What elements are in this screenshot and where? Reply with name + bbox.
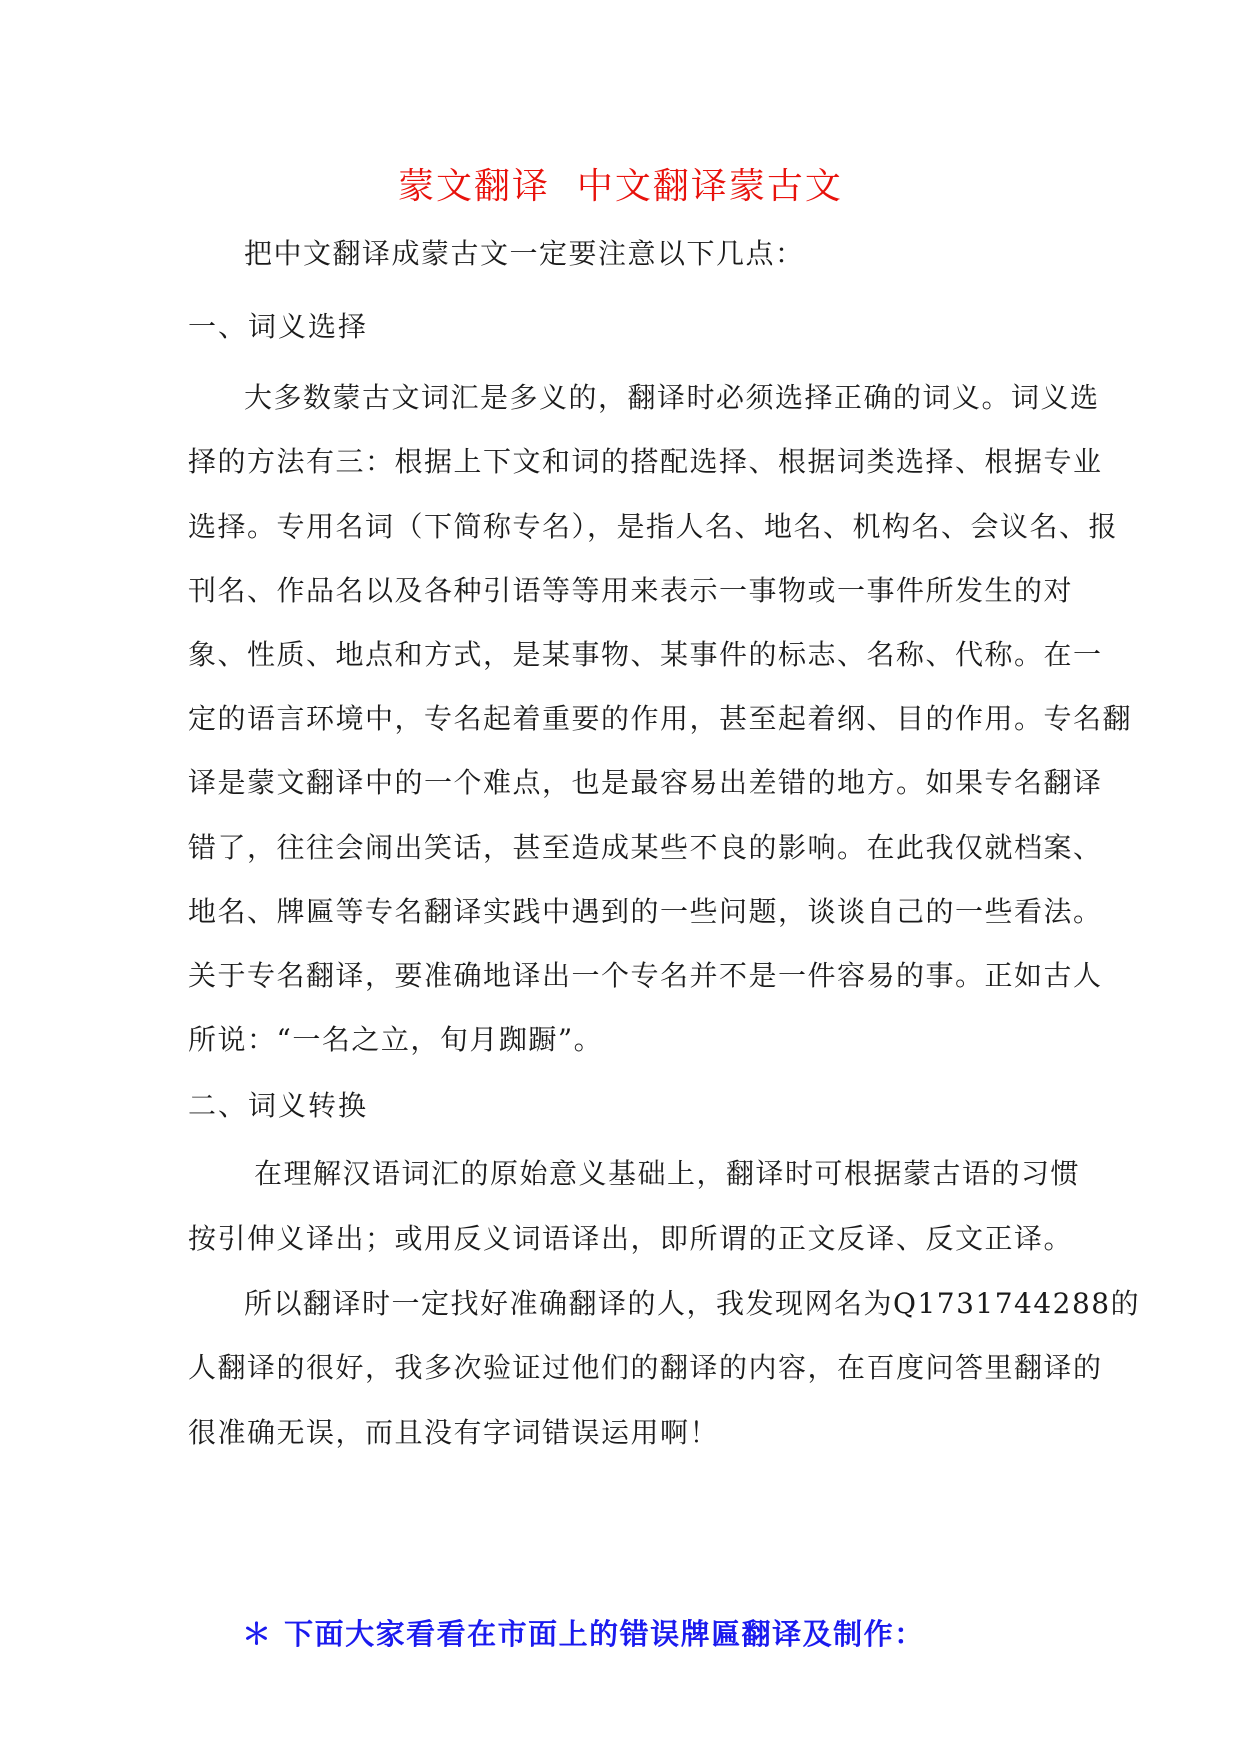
section1-line: 选择。专用名词（下简称专名），是指人名、地名、机构名、会议名、报	[188, 510, 1119, 543]
section-heading-word-meaning-selection: 一、词义选择	[188, 310, 369, 343]
section1-line: 译是蒙文翻译中的一个难点，也是最容易出差错的地方。如果专名翻译	[188, 766, 1103, 799]
section1-line: 象、性质、地点和方式，是某事物、某事件的标志、名称、代称。在一	[188, 638, 1103, 671]
section1-line: 刊名、作品名以及各种引语等等用来表示一事物或一事件所发生的对	[188, 574, 1074, 607]
section-heading-word-meaning-conversion: 二、词义转换	[188, 1089, 369, 1122]
closing-line: 所以翻译时一定找好准确翻译的人，我发现网名为Q1731744288的	[244, 1287, 1141, 1320]
document-title: 蒙文翻译 中文翻译蒙古文	[398, 166, 843, 207]
section1-line: 定的语言环境中，专名起着重要的作用，甚至起着纲、目的作用。专名翻	[188, 702, 1133, 735]
callout-heading: ＊ 下面大家看看在市面上的错误牌匾翻译及制作：	[242, 1617, 925, 1651]
section2-line: 按引伸义译出；或用反义词语译出，即所谓的正文反译、反文正译。	[188, 1222, 1074, 1255]
section1-line: 错了，往往会闹出笑话，甚至造成某些不良的影响。在此我仅就档案、	[188, 831, 1103, 864]
section2-line: 在理解汉语词汇的原始意义基础上，翻译时可根据蒙古语的习惯	[254, 1157, 1081, 1190]
closing-line: 人翻译的很好，我多次验证过他们的翻译的内容，在百度问答里翻译的	[188, 1351, 1103, 1384]
section1-line: 地名、牌匾等专名翻译实践中遇到的一些问题，谈谈自己的一些看法。	[188, 895, 1103, 928]
intro-paragraph: 把中文翻译成蒙古文一定要注意以下几点：	[244, 237, 805, 270]
section1-line: 择的方法有三：根据上下文和词的搭配选择、根据词类选择、根据专业	[188, 445, 1103, 478]
section1-line: 大多数蒙古文词汇是多义的，翻译时必须选择正确的词义。词义选	[244, 381, 1100, 414]
closing-line: 很准确无误，而且没有字词错误运用啊！	[188, 1416, 720, 1449]
section1-line: 关于专名翻译，要准确地译出一个专名并不是一件容易的事。正如古人	[188, 959, 1103, 992]
section1-line: 所说：“一名之立，旬月踟蹰”。	[188, 1023, 604, 1056]
